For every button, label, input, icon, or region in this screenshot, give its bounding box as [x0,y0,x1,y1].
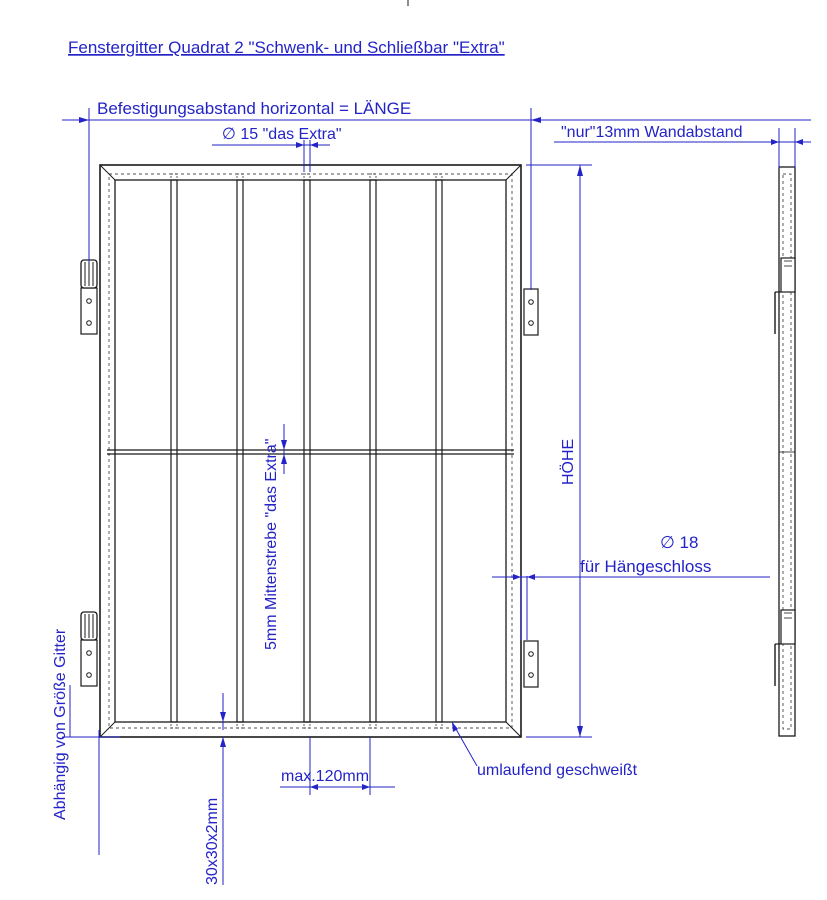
vertical-bars [171,174,442,728]
side-frame [779,167,795,736]
corner-miter-tr [506,165,521,180]
vertical-bar [304,180,310,722]
bar-spacing-dimension [280,737,395,795]
drawing-title: Fenstergitter Quadrat 2 "Schwenk- und Schließbar "Extra" [68,38,505,57]
vertical-bar [436,180,442,722]
wall-distance-label: "nur"13mm Wandabstand [561,124,743,141]
vertical-bar [370,180,376,722]
corner-miter-br [506,722,521,737]
side-view [775,167,795,736]
lock-diameter-dimension [492,574,770,640]
frame-profile-label: 30x30x2mm [204,797,221,885]
side-hidden-edge [783,174,791,729]
side-hinge-bottom [775,610,795,686]
hinge-note-dimension [62,685,120,855]
bar-diameter-dimension [212,140,330,172]
lock-diameter-label: ∅ 18 [660,533,699,552]
hinge-left-top [81,260,97,334]
height-label: HÖHE [560,438,577,485]
hinge-left-bottom [81,612,97,686]
lock-bracket-top [524,289,538,335]
middle-strut-dimension [281,424,287,474]
corner-miter-tl [100,165,115,180]
middle-strut-label: 5mm Mittenstrebe "das Extra" [263,438,280,650]
bar-spacing-label: max.120mm [281,768,370,785]
lock-purpose-label: für Hängeschloss [580,557,712,576]
vertical-bar [237,180,243,722]
width-label: Befestigungsabstand horizontal = LÄNGE [97,99,412,118]
weld-note-label: umlaufend geschweißt [477,762,638,779]
front-view [81,165,538,737]
vertical-bar [171,180,177,722]
side-hinge-top [775,258,795,334]
weld-note-leader [452,722,477,766]
lock-bracket-bottom [524,641,538,687]
corner-miter-bl [100,722,115,737]
hinge-note-label: Abhängig von Größe Gitter [52,628,69,820]
bar-diameter-label: ∅ 15 "das Extra" [222,126,342,143]
